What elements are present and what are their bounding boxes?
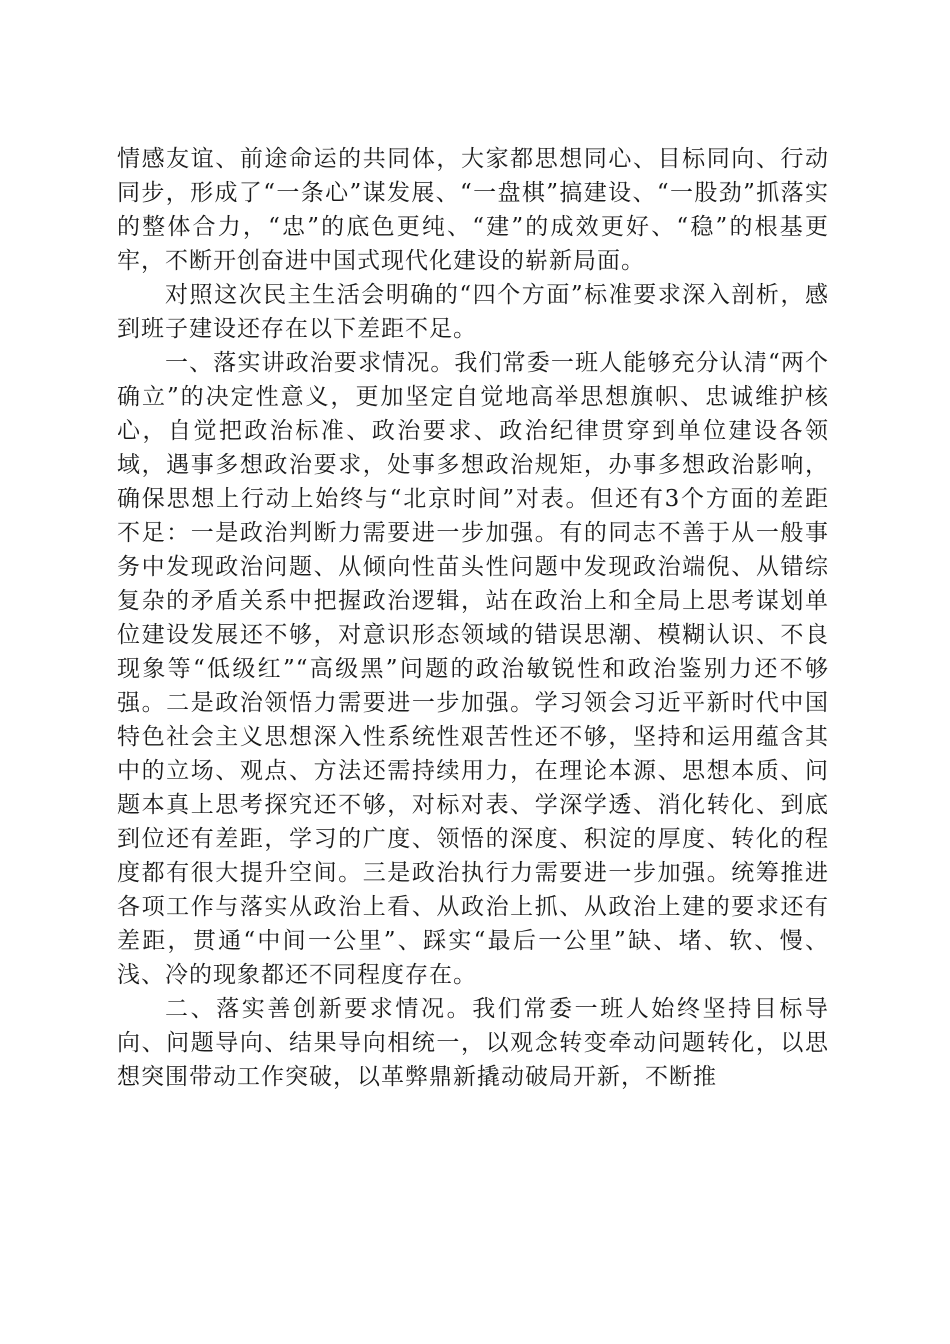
paragraph-section-two: 二、落实善创新要求情况。我们常委一班人始终坚持目标导向、问题导向、结果导向相统一，以观念转变牵动问题转化，以思想突围带动工作突破，以革弊鼎新撬动破局开新，不断推 bbox=[117, 996, 829, 1090]
paragraph-continuation: 情感友谊、前途命运的共同体，大家都思想同心、目标同向、行动同步，形成了“一条心”谋发展、“一盘棋”搞建设、“一股劲”抓落实的整体合力，“忠”的底色更纯、“建”的成效更好、“稳”的根基更牢，不断开创奋进中国式现代化建设的崭新局面。 bbox=[117, 146, 829, 274]
paragraph-section-one: 一、落实讲政治要求情况。我们常委一班人能够充分认清“两个确立”的决定性意义，更加坚定自觉地高举思想旗帜、忠诚维护核心，自觉把政治标准、政治要求、政治纪律贯穿到单位建设各领域，遇事多想政治要求，处事多想政治规矩，办事多想政治影响，确保思想上行动上始终与“北京时间”对表。但还有3个方面的差距不足：一是政治判断力需要进一步加强。有的同志不善于从一般事务中发现政治问题、从倾向性苗头性问题中发现政治端倪、从错综复杂的矛盾关系中把握政治逻辑，站在政治上和全局上思考谋划单位建设发展还不够，对意识形态领域的错误思潮、模糊认识、不良现象等“低级红”“高级黑”问题的政治敏锐性和政治鉴别力还不够强。二是政治领悟力需要进一步加强。学习领会习近平新时代中国特色社会主义思想深入性系统性艰苦性还不够，坚持和运用蕴含其中的立场、观点、方法还需持续用力，在理论本源、思想本质、问题本真上思考探究还不够，对标对表、学深学透、消化转化、到底到位还有差距，学习的广度、领悟的深度、积淀的厚度、转化的程度都有很大提升空间。三是政治执行力需要进一步加强。统筹推进各项工作与落实从政治上看、从政治上抓、从政治上建的要求还有差距，贯通“中间一公里”、踩实“最后一公里”缺、堵、软、慢、浅、冷的现象都还不同程度存在。 bbox=[117, 350, 829, 988]
document-body bbox=[117, 142, 829, 1094]
paragraph-analysis-intro: 对照这次民主生活会明确的“四个方面”标准要求深入剖析，感到班子建设还存在以下差距不足。 bbox=[117, 282, 829, 342]
